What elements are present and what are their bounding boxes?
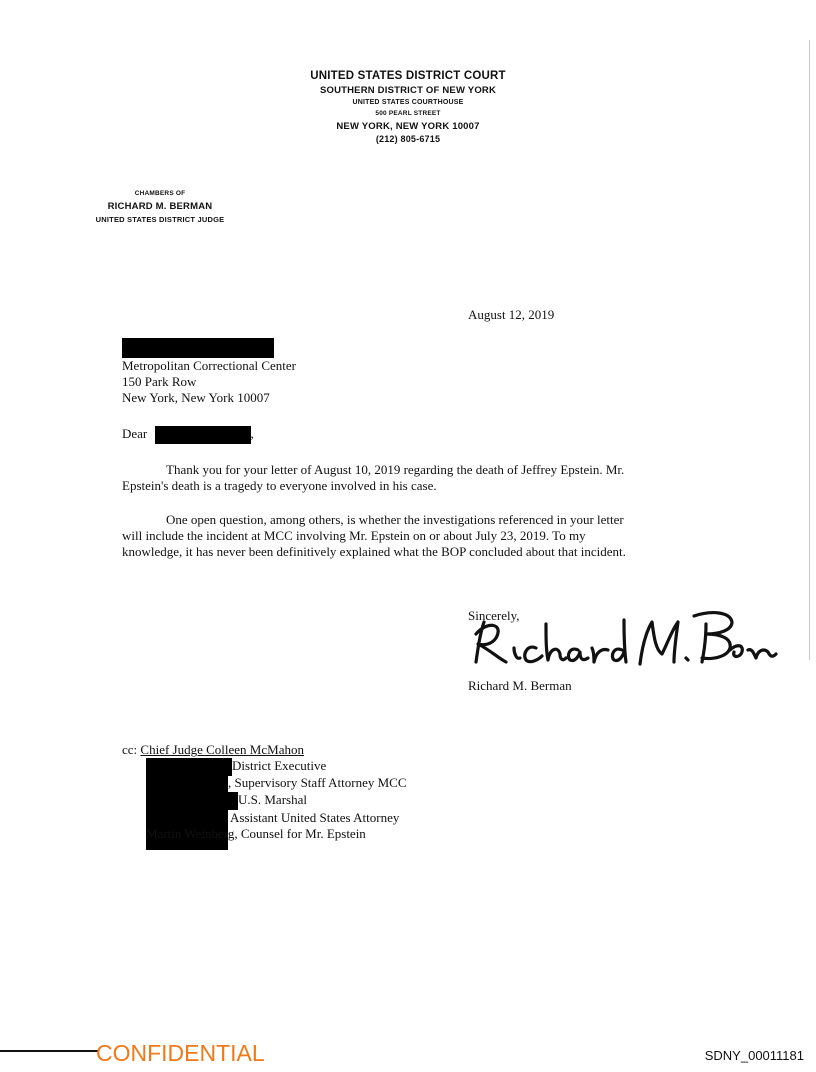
redaction-cc-district	[222, 758, 232, 776]
chambers-label: CHAMBERS OF	[134, 190, 186, 197]
redaction-salutation-name	[155, 426, 251, 444]
signatory-name: Richard M. Berman	[468, 678, 572, 693]
letter-date: August 12, 2019	[468, 307, 555, 322]
recipient-line2: 150 Park Row	[122, 374, 197, 389]
footer-rule	[0, 1050, 98, 1052]
paragraph-1-line-1: Thank you for your letter of August 10, 2019 regarding the death of Jeffrey Epstein. Mr.	[166, 462, 625, 477]
chambers-judge: RICHARD M. BERMAN	[107, 201, 213, 212]
paragraph-2-line-1: One open question, among others, is whether the investigations referenced in your letter	[166, 512, 624, 527]
cc-chief-judge: Chief Judge Colleen McMahon	[140, 742, 304, 757]
court-street: 500 PEARL STREET	[375, 110, 441, 117]
bates-number: SDNY_00011181	[704, 1048, 804, 1063]
salutation-prefix: Dear	[122, 426, 148, 441]
paragraph-2-line-2: will include the incident at MCC involving Mr. Epstein on or about July 23, 2019. To my	[122, 528, 586, 543]
salutation-suffix: ,	[250, 426, 254, 441]
confidential-stamp: CONFIDENTIAL	[96, 1040, 265, 1066]
cc-marshal: U.S. Marshal	[238, 792, 307, 807]
recipient-line1: Metropolitan Correctional Center	[122, 358, 297, 373]
court-phone: (212) 805-6715	[375, 134, 441, 144]
court-district: SOUTHERN DISTRICT OF NEW YORK	[319, 85, 497, 96]
scan-edge-line	[809, 40, 810, 660]
salutation	[122, 426, 254, 444]
cc-ausa: Assistant United States Attorney	[230, 810, 400, 825]
cc-weinberg: Martin Weinberg, Counsel for Mr. Epstein	[146, 826, 366, 841]
handwritten-signature	[462, 604, 782, 668]
recipient-line3: New York, New York 10007	[122, 390, 270, 405]
paragraph-2-line-3: knowledge, it has never been definitively explained what the BOP concluded about that incident.	[122, 544, 626, 559]
paragraph-1-line-2: Epstein's death is a tragedy to everyone involved in his case.	[122, 478, 437, 493]
cc-line-1	[122, 742, 304, 758]
court-courthouse: UNITED STATES COURTHOUSE	[352, 99, 464, 106]
redaction-cc-marshal	[228, 792, 238, 810]
court-city: NEW YORK, NEW YORK 10007	[336, 121, 480, 132]
closing: Sincerely,	[468, 608, 520, 623]
chambers-title: UNITED STATES DISTRICT JUDGE	[95, 215, 225, 224]
court-name: UNITED STATES DISTRICT COURT	[310, 70, 506, 82]
cc-label: cc:	[122, 742, 138, 757]
cc-supervisory-attorney: , Supervisory Staff Attorney MCC	[228, 775, 407, 790]
redaction-recipient-name	[122, 338, 274, 358]
cc-district-executive: District Executive	[232, 758, 327, 773]
